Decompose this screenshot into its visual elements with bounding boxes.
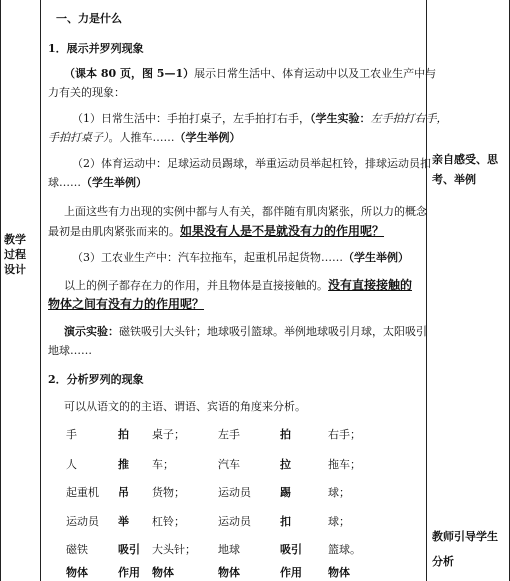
grid-verb: 吸引	[118, 543, 140, 556]
paragraph-line	[48, 176, 147, 190]
grid-subject: 运动员	[218, 486, 251, 499]
grid-object: 大头针；	[152, 543, 196, 556]
paragraph-line: 可以从语文的的主语、谓语、宾语的角度来分析。	[64, 400, 306, 413]
grid-object: 拖车；	[328, 458, 361, 471]
paragraph-line: 力有关的现象：	[48, 86, 125, 99]
activity-note: 亲自感受、思考、举例	[432, 153, 498, 186]
row-label-column	[0, 0, 40, 581]
grid-subject: 人	[66, 458, 77, 471]
emphasis-text: （学生举例）	[174, 131, 241, 144]
grid-subject: 地球	[218, 543, 240, 556]
grid-verb: 拍	[280, 428, 291, 441]
grid-object: 球；	[328, 515, 350, 528]
emphasis-text: （学生举例）	[81, 176, 147, 189]
key-question: 没有直接接触的	[328, 278, 413, 292]
grid-verb: 拍	[118, 428, 129, 441]
paragraph-line	[48, 131, 241, 145]
paragraph-line	[72, 112, 448, 126]
paragraph-line: 地球……	[48, 344, 92, 357]
paragraph-line: 上面这些有力出现的实例中都与人有关，都伴随有肌肉紧张，所以力的概念	[64, 205, 427, 218]
italic-text: 左手拍打右手，	[370, 112, 448, 125]
grid-verb: 举	[118, 515, 129, 528]
grid-verb: 作用	[118, 566, 140, 579]
body-text: 。人推车……	[108, 131, 175, 144]
grid-object: 球；	[328, 486, 350, 499]
activity-note: 教师引导学生	[432, 530, 498, 543]
key-question: 如果没有人是不是就没有力的作用呢？	[180, 224, 385, 238]
grid-verb: 吊	[118, 486, 129, 499]
italic-text: 手拍打桌子）	[48, 131, 109, 144]
body-text: （1）日常生活中：手拍打桌子，左手拍打右手，	[72, 112, 310, 125]
column-divider-right	[426, 0, 427, 581]
grid-object: 杠铃；	[152, 515, 185, 528]
grid-object: 车；	[152, 458, 174, 471]
column-divider-left	[40, 0, 41, 581]
paragraph-line	[72, 251, 409, 265]
body-text: 球……	[48, 176, 81, 189]
grid-subject: 汽车	[218, 458, 240, 471]
notes-column	[428, 0, 508, 581]
grid-object: 物体	[328, 566, 350, 579]
section-heading: 一、力是什么	[56, 12, 122, 25]
content-column	[42, 0, 448, 581]
body-text: （3）工农业生产中：汽车拉拖车，起重机吊起货物……	[72, 251, 343, 264]
paragraph-line	[48, 224, 384, 239]
emphasis-text: 演示实验：	[64, 325, 119, 338]
grid-subject: 左手	[218, 428, 240, 441]
emphasis-text: （学生举例）	[343, 251, 409, 264]
grid-object: 物体	[152, 566, 174, 579]
grid-verb: 推	[118, 458, 129, 471]
row-label	[4, 232, 36, 277]
grid-subject: 手	[66, 428, 77, 441]
key-question: 物体之间有没有力的作用呢？	[48, 297, 205, 311]
grid-object: 篮球。	[328, 543, 361, 556]
emphasis-text: （课本 80 页，图 5—1）	[64, 67, 195, 80]
body-text: 最初是由肌肉紧张而来的。	[48, 225, 180, 238]
grid-subject: 物体	[66, 566, 88, 579]
grid-subject: 起重机	[66, 486, 99, 499]
body-text: 以上的例子都存在力的作用，并且物体是直接接触的。	[64, 279, 328, 292]
grid-verb: 踢	[280, 486, 291, 499]
row-label-line: 教学	[4, 233, 26, 246]
emphasis-text: （学生实验：	[310, 112, 371, 125]
row-label-line: 设计	[4, 263, 26, 276]
grid-verb: 吸引	[280, 543, 302, 556]
grid-subject: 运动员	[66, 515, 99, 528]
activity-note: 分析	[432, 555, 454, 568]
grid-object: 桌子；	[152, 428, 185, 441]
grid-subject: 磁铁	[66, 543, 88, 556]
paragraph-line	[64, 67, 436, 81]
grid-subject: 运动员	[218, 515, 251, 528]
body-text: 展示日常生活中、体育运动中以及工农业生产中与	[194, 67, 437, 80]
grid-verb: 扣	[280, 515, 291, 528]
subsection-heading: 2．分析罗列的现象	[48, 373, 144, 386]
row-label-line: 过程	[4, 248, 26, 261]
body-text: 磁铁吸引大头针；地球吸引篮球。举例地球吸引月球，太阳吸引	[119, 325, 427, 338]
grid-verb: 作用	[280, 566, 302, 579]
grid-object: 右手；	[328, 428, 361, 441]
paragraph-line	[64, 278, 412, 293]
paragraph-line: （2）体育运动中：足球运动员踢球，举重运动员举起杠铃，排球运动员扣	[72, 157, 431, 170]
paragraph-line	[64, 325, 427, 339]
grid-verb: 拉	[280, 458, 291, 471]
grid-subject: 物体	[218, 566, 240, 579]
subsection-heading: 1．展示并罗列现象	[48, 42, 144, 55]
grid-object: 货物；	[152, 486, 185, 499]
